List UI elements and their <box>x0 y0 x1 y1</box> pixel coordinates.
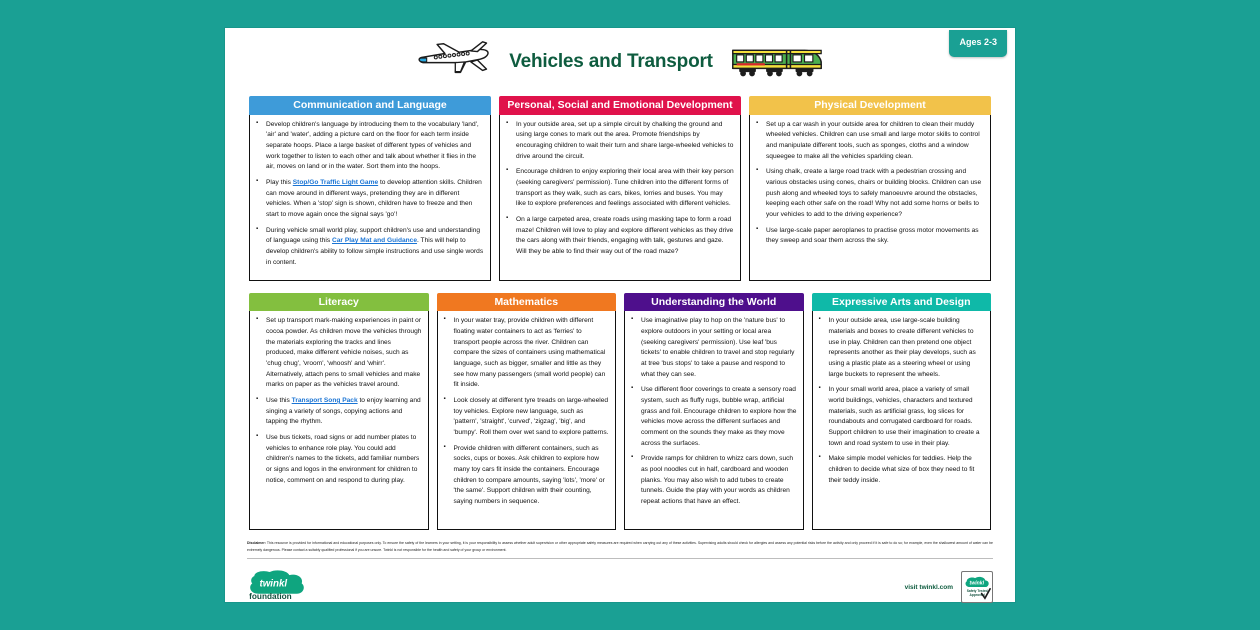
airplane-icon <box>415 40 493 85</box>
activity-item <box>829 454 985 486</box>
svg-text:Safety Tested: Safety Tested <box>966 589 988 594</box>
activity-text: Set up a car wash in your outside area for children to clean their muddy wheeled vehicles. Children can use small and large motor skills to control and manipulate different tools, such as sponges, cloths and a window squeegee to make all the vehicles sparkling clean. <box>766 120 980 160</box>
disclaimer-text: This resource is provided for informational and educational purposes only. To ensure the safety of the learners in your setting, it is your responsibility to assess whether adult supervision or other appropriate safety measures are required when carrying out any of these activities. Supervising adults should check for allergies and assess any potential risks before the activity and only proceed if it is safe to do so; for example, even the shallowest amount of water can be extremely dangerous. Please contact a suitably qualified professional if you are unsure. Twinkl is not responsible for the health and safety of your group or environment. <box>247 541 993 552</box>
area-body-literacy <box>249 311 429 530</box>
activity-list <box>817 316 985 486</box>
activity-text: Develop children's language by introducing them to the vocabulary 'land', 'air' and 'water', adding a picture card on the floor for each term inside separate hoops. Place a large basket of different types of vehicles and work together to listen to each other and talk about whether it flies in the air, moves on land or in the water. Sort them into the hoops. <box>266 120 479 171</box>
area-column-communication-and-language <box>249 96 491 281</box>
area-body-expressive-arts-and-design <box>812 311 992 530</box>
area-header-mathematics: Mathematics <box>437 293 617 312</box>
activity-text: Make simple model vehicles for teddies. Help the children to decide what size of box they need to fit their teddy inside. <box>828 455 975 484</box>
area-header-literacy: Literacy <box>249 293 429 312</box>
area-header-communication-and-language: Communication and Language <box>249 96 491 115</box>
activity-item <box>266 226 484 269</box>
activity-list <box>504 120 734 258</box>
area-body-communication-and-language <box>249 115 491 281</box>
activity-item <box>766 167 984 220</box>
train-icon <box>729 40 825 85</box>
area-column-literacy <box>249 293 429 531</box>
resource-link[interactable]: Stop/Go Traffic Light Game <box>292 178 379 186</box>
activity-text: Use imaginative play to hop on the 'nature bus' to explore outdoors in your setting or local area (seeking caregivers' permission). Use leaf 'bus tickets' to enable children to travel and stop regularly at tree 'bus stops' to take a pause and respond to what they can see. <box>641 317 795 378</box>
page-footer <box>247 566 993 608</box>
activity-item <box>829 316 985 380</box>
bottom-area-grid <box>249 293 991 531</box>
area-header-physical-development: Physical Development <box>749 96 991 115</box>
activity-item <box>266 433 422 486</box>
ages-badge: Ages 2-3 <box>949 30 1007 57</box>
activity-item <box>766 120 984 163</box>
activity-text: Provide ramps for children to whizz cars down, such as pool noodles cut in half, cardboard and wooden planks. You may also wish to add tubes to create tunnels. Guide the play with your words as children repeat actions that have an effect. <box>641 455 794 505</box>
activity-text: Use bus tickets, road signs or add number plates to vehicles to enhance role play. You could add children's names to the tickets, add familiar numbers or signs and logos in the environment for children to notice, comment on and respond to during play. <box>266 433 420 484</box>
svg-text:Approved: Approved <box>969 592 985 597</box>
safety-tested-badge <box>961 571 993 603</box>
activity-text: Provide children with different containers, such as socks, cups or boxes. Ask children to explore how many toy cars fit inside the containers. Encourage children to compare amounts, saying 'lots', 'more' or 'the same'. Support children with their counting, saying numbers in sequence. <box>453 444 605 505</box>
area-header-understanding-the-world: Understanding the World <box>624 293 804 312</box>
activity-item <box>641 385 797 449</box>
activity-item <box>454 396 610 439</box>
activity-item <box>266 396 422 428</box>
area-column-mathematics <box>437 293 617 531</box>
activity-text: In your outside area, set up a simple circuit by chalking the ground and using large cones to mark out the area. Promote friendships by encouraging children to wait their turn and share large-wheeled vehicles to drive around the circuit. <box>516 120 734 160</box>
disclaimer <box>247 540 993 559</box>
page-header <box>225 28 1015 96</box>
activity-item <box>454 316 610 391</box>
activity-text: Use this <box>266 396 292 404</box>
worksheet-page <box>225 28 1015 602</box>
area-body-mathematics <box>437 311 617 530</box>
resource-link[interactable]: Transport Song Pack <box>291 396 358 404</box>
activity-list <box>442 316 610 507</box>
svg-text:twinkl: twinkl <box>969 580 985 587</box>
area-body-understanding-the-world <box>624 311 804 530</box>
activity-text: to develop attention skills. Children can move around in different ways, pretending they are in different vehicles. When a 'stop' sign is shown, children have to freeze and then start to move again once the signal says 'go'! <box>266 178 482 218</box>
area-header-expressive-arts-and-design: Expressive Arts and Design <box>812 293 992 312</box>
activity-text: In your small world area, place a variety of small world buildings, vehicles, characters and textured materials, such as artificial grass, log slices for roundabouts and corrugated cardboard for roads. Support children to use their imagination to create a town and road system to use in their play. <box>828 386 980 447</box>
activity-item <box>516 120 734 163</box>
activity-text: Using chalk, create a large road track with a pedestrian crossing and various obstacles using cones, chairs or building blocks. Children can use push along and wheeled toys to safely manoeuvre around the obstacles, keeping each other safe on the road! Why not add some horns or bells to your vehicles to add to the driving experience? <box>766 168 982 218</box>
activity-item <box>266 178 484 221</box>
activity-text: During vehicle small world play, support children's use and understanding of language using this <box>266 226 481 245</box>
disclaimer-label: Disclaimer: <box>247 541 266 546</box>
twinkl-foundation-logo <box>247 570 309 604</box>
area-header-personal-social-and-emotional-development: Personal, Social and Emotional Development <box>499 96 741 115</box>
area-body-personal-social-and-emotional-development <box>499 115 741 281</box>
activity-list <box>254 316 422 486</box>
svg-text:twinkl: twinkl <box>259 578 288 590</box>
activity-item <box>641 454 797 507</box>
activity-item <box>516 167 734 210</box>
activity-list <box>254 120 484 269</box>
activity-text: On a large carpeted area, create roads using masking tape to form a road maze! Children will love to play and explore different vehicles as they drive the cars along with their friends, engaging with talk, gestures and gaze. Will they be able to find their way out of the road maze? <box>516 215 734 255</box>
activity-list <box>629 316 797 507</box>
area-body-physical-development <box>749 115 991 281</box>
activity-text: Play this <box>266 178 293 186</box>
area-column-expressive-arts-and-design <box>812 293 992 531</box>
activity-item <box>266 120 484 173</box>
resource-link[interactable]: Car Play Mat and Guidance <box>332 237 418 245</box>
activity-text: Encourage children to enjoy exploring their local area with their key person (seeking caregivers' permission). Tune children into the different forms of transport as they walk, such as cars, bikes, lorries and buses. You may like to explore preferences and feelings associated with different vehicles. <box>516 168 734 208</box>
activity-item <box>266 316 422 391</box>
visit-twinkl[interactable] <box>905 571 993 603</box>
activity-item <box>516 215 734 258</box>
visit-twinkl-text: visit twinkl.com <box>904 583 953 591</box>
activity-item <box>766 226 984 247</box>
page-title: Vehicles and Transport <box>509 51 713 72</box>
area-column-understanding-the-world <box>624 293 804 531</box>
activity-item <box>641 316 797 380</box>
activity-text: . This will help to develop children's ability to follow simple instructions and use single words in content. <box>266 237 484 266</box>
activity-text: In your water tray, provide children with different floating water containers to act as 'ferries' to transport people across the river. Children can compare the sizes of containers using mathematical language, such as bigger, smaller and little as they see how many passengers (small world people) can fit inside. <box>453 317 606 389</box>
area-column-personal-social-and-emotional-development <box>499 96 741 281</box>
svg-text:foundation: foundation <box>249 591 292 601</box>
activity-text: Look closely at different tyre treads on large-wheeled toy vehicles. Explore new language, such as 'pattern', 'straight', 'curved', 'zigzag', 'big', and 'bumpy'. Roll them over wet sand to explore patterns. <box>453 396 609 436</box>
top-area-grid <box>249 96 991 281</box>
area-column-physical-development <box>749 96 991 281</box>
activity-text: Use large-scale paper aeroplanes to practise gross motor movements as they sweep and soar them across the sky. <box>766 226 979 245</box>
activity-item <box>829 385 985 449</box>
activity-text: to enjoy learning and singing a variety of songs, copying actions and tapping the rhythm. <box>266 396 421 426</box>
activity-item <box>454 444 610 508</box>
activity-text: Set up transport mark-making experiences in paint or cocoa powder. As children move the vehicles through the materials exploring the tracks and lines produced, make different vehicle noises, such as 'chug chug', 'vroom', 'whoosh' and 'whirr'. Alternatively, attach pens to small vehicles and make marks on paper as the vehicles travel around. <box>266 317 422 389</box>
activity-text: In your outside area, use large-scale building materials and boxes to create different vehicles to use in play. Children can then pretend one object represents another as their play develops, such as using a plastic plate as a steering wheel or using large buckets to represent the wheels. <box>828 317 976 378</box>
activity-text: Use different floor coverings to create a sensory road system, such as fluffy rugs, bubble wrap, artificial grass and foil. Encourage children to explore how the vehicles move across the different surfaces and comment on the sounds they make as they move across the surfaces. <box>641 386 797 447</box>
activity-list <box>754 120 984 247</box>
